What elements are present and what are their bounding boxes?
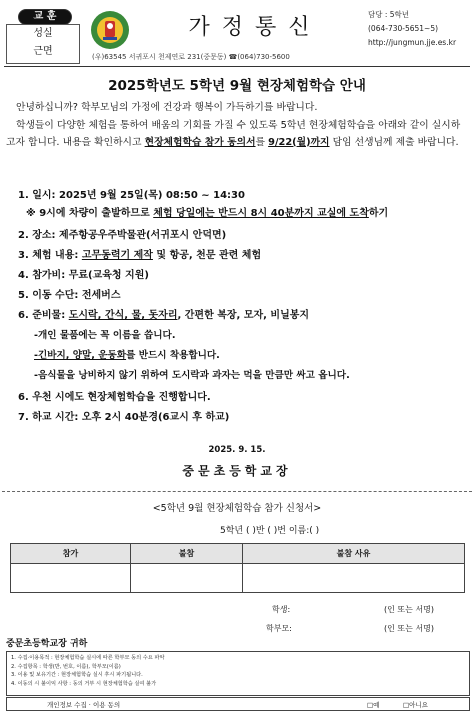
absent-cell[interactable] bbox=[131, 564, 243, 593]
consent-yes-checkbox[interactable]: □예 bbox=[367, 701, 380, 709]
item-dismissal: 7. 하교 시간: 오후 2시 40분경(6교시 후 하교) bbox=[18, 412, 230, 423]
privacy-line-4: 4. 이동의 시 불이익 사항 : 동의 거부 시 현장체험학습 실여 불가 bbox=[11, 680, 157, 687]
cut-line bbox=[2, 491, 472, 492]
supplies-note-3: -음식물을 낭비하지 않기 위하여 도시락과 과자는 먹을 만큼만 싸고 옵니다. bbox=[34, 370, 350, 381]
consent-label: 개인정보 수집 · 이용 동의 bbox=[47, 701, 121, 709]
issue-date: 2025. 9. 15. bbox=[208, 445, 266, 455]
intro-text-b: 를 bbox=[255, 136, 269, 148]
intro-text-c: 담임 선생님께 제출 바랍니다. bbox=[329, 136, 459, 148]
form-title: <5학년 9월 현장체험학습 참가 신청서> bbox=[152, 503, 322, 514]
contact-line-1: 담당 : 5학년 bbox=[368, 10, 410, 19]
student-sign[interactable]: (인 또는 서명) bbox=[384, 605, 434, 614]
item-transport: 5. 이동 수단: 전세버스 bbox=[18, 290, 121, 301]
attend-cell[interactable] bbox=[11, 564, 131, 593]
item-date-note bbox=[26, 206, 388, 222]
header-attend: 참가 bbox=[11, 544, 131, 564]
grade-line: 5학년 ( )반 ( )번 이름:( ) bbox=[220, 526, 320, 536]
parent-sign[interactable]: (인 또는 서명) bbox=[384, 624, 434, 633]
contact-line-3: http://jungmun.jje.es.kr bbox=[368, 38, 457, 47]
supplies-note-2-emphasis: -긴바지, 양말, 운동화 bbox=[34, 350, 127, 361]
motto-line-2: 근면 bbox=[33, 46, 53, 57]
item-place: 2. 장소: 제주항공우주박물관(서귀포시 안덕면) bbox=[18, 230, 227, 241]
intro-consent-form: 현장체험학습 참가 동의서 bbox=[144, 136, 256, 148]
document-title: 2025학년도 5학년 9월 현장체험학습 안내 bbox=[108, 78, 366, 94]
school-address: (우)63545 서귀포시 천제연로 231(중문동) ☎(064)730-5600 bbox=[92, 53, 290, 61]
page-title: 가정통신 bbox=[188, 15, 322, 40]
contact-info bbox=[368, 8, 456, 50]
absent-reason-cell[interactable] bbox=[243, 564, 465, 593]
intro-greeting: 안녕하십니까? 학부모님의 가정에 건강과 행복이 가득하기를 바랍니다. bbox=[16, 102, 318, 113]
header-absent-reason: 불참 사유 bbox=[243, 544, 465, 564]
student-label: 학생: bbox=[272, 605, 291, 614]
intro-body bbox=[6, 118, 468, 151]
parent-label: 학부모: bbox=[266, 624, 292, 633]
supplies-note-2 bbox=[34, 348, 220, 364]
content-prefix: 3. 체험 내용: bbox=[18, 250, 82, 261]
content-emphasis: 고무동력기 제작 bbox=[81, 250, 153, 261]
consent-row bbox=[6, 697, 470, 711]
motto-tag: 교 훈 bbox=[18, 9, 72, 25]
header-divider bbox=[4, 66, 470, 67]
item-rain: 6. 우천 시에도 현장체험학습을 진행합니다. bbox=[18, 392, 211, 403]
intro-text-a: 학생들이 다양한 체험을 통하여 배움의 기회를 가질 수 있도록 5학년 현장체험학습을 아래와 같이 실시하고자 합니다. 내용을 확인하시고 bbox=[6, 120, 461, 148]
school-principal: 중문초등학교장 bbox=[182, 464, 292, 478]
motto-line-1: 성실 bbox=[33, 28, 53, 39]
note-emphasis: 체험 당일에는 반드시 8시 40분까지 교실에 도착 bbox=[153, 208, 369, 219]
content-suffix: 및 항공, 천문 관련 체험 bbox=[152, 250, 262, 261]
school-emblem-icon bbox=[90, 10, 130, 50]
supplies-note-2-suffix: 를 반드시 착용합니다. bbox=[126, 350, 220, 361]
item-date: 1. 일시: 2025년 9월 25일(목) 08:50 ~ 14:30 bbox=[18, 190, 245, 201]
note-suffix: 하기 bbox=[368, 208, 389, 219]
privacy-notice bbox=[6, 651, 470, 696]
motto-box bbox=[6, 24, 80, 64]
supplies-emphasis: 도시락, 간식, 물, 돗자리 bbox=[68, 310, 178, 321]
supplies-suffix: , 간편한 복장, 모자, 비닐봉지 bbox=[177, 310, 310, 321]
item-content bbox=[18, 248, 261, 264]
privacy-line-2: 2. 수집항목 : 학생(반, 번호, 이름), 학부모(이름) bbox=[11, 663, 121, 670]
supplies-prefix: 6. 준비물: bbox=[18, 310, 69, 321]
supplies-note-1: -개인 물품에는 꼭 이름을 씁니다. bbox=[34, 330, 176, 341]
privacy-line-3: 3. 이용 및 보유기간 : 현장체험학습 실시 후시 파기됩니다. bbox=[11, 672, 143, 679]
intro-deadline: 9/22(월)까지 bbox=[268, 136, 330, 148]
item-fee: 4. 참가비: 무료(교육청 지원) bbox=[18, 270, 149, 281]
consent-no-checkbox[interactable]: □아니요 bbox=[403, 701, 428, 709]
item-supplies bbox=[18, 308, 309, 324]
privacy-line-1: 1. 수집·이용목적 : 현장체험학습 실시에 따른 학부모 동의 수요 파악 bbox=[11, 655, 165, 661]
contact-line-2: (064-730-5651~5) bbox=[368, 24, 439, 33]
header-absent: 불참 bbox=[131, 544, 243, 564]
participation-table bbox=[10, 543, 465, 593]
addressee: 중문초등학교장 귀하 bbox=[6, 639, 88, 649]
note-prefix: ※ 9시에 차량이 출발하므로 bbox=[26, 208, 154, 219]
